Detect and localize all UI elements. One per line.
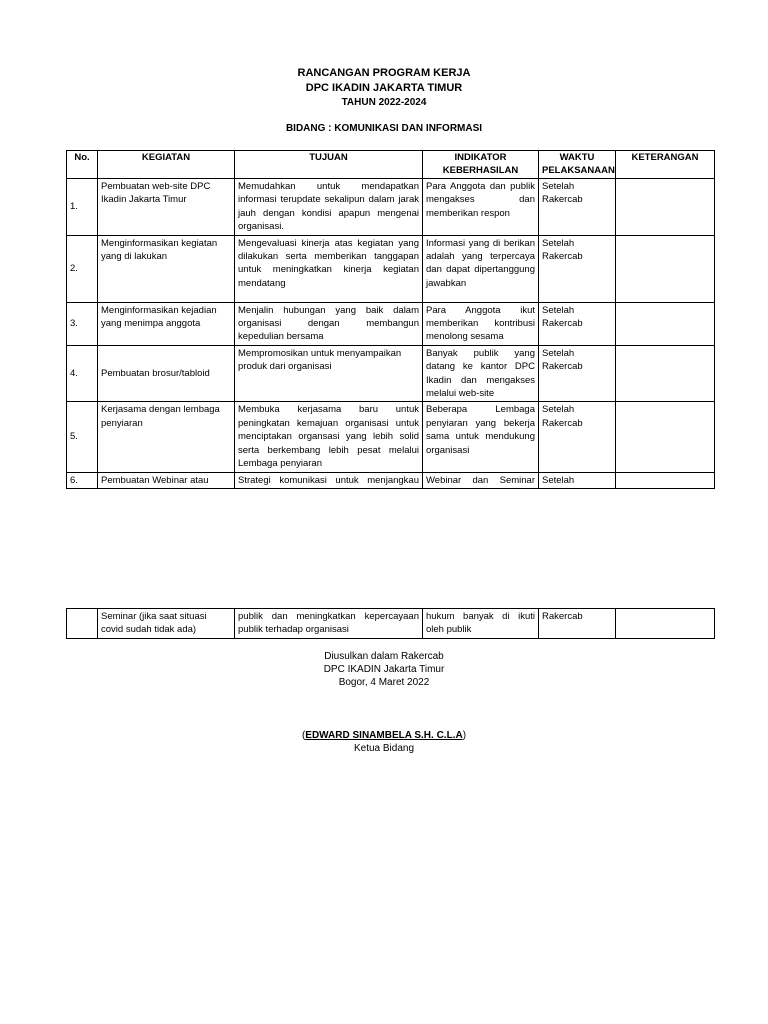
indikator-cell: Informasi yang di berikan adalah yang terpercaya dan dapat dipertanggung jawabkan (423, 235, 539, 302)
table-row (67, 235, 715, 302)
indikator-cell: Banyak publik yang datang ke kantor DPC Ikadin dan mengakses melalui web-site (423, 345, 539, 402)
tujuan-cell: Menjalin hubungan yang baik dalam organisasi dengan membangun kepedulian bersama (235, 302, 423, 345)
table-row (67, 179, 715, 236)
tujuan-cell: Membuka kerjasama baru untuk peningkatan kemajuan organisasi untuk menciptakan organsasi yang lebih solid serta berkembang lebih pesat melalui Lembaga penyiaran (235, 402, 423, 472)
kegiatan-cell: Pembuatan brosur/tabloid (98, 345, 235, 402)
waktu-cell: Setelah Rakercab (539, 345, 616, 402)
column-header-no: No. (67, 151, 98, 179)
indikator-cell: Webinar dan Seminar (423, 472, 539, 488)
waktu-cell: Rakercab (539, 609, 616, 639)
table-row (67, 345, 715, 402)
waktu-cell: Setelah Rakercab (539, 402, 616, 472)
organization-name: DPC IKADIN JAKARTA TIMUR (305, 82, 463, 94)
waktu-cell: Setelah (539, 472, 616, 488)
signature-block (0, 730, 768, 754)
row-number: 1. (67, 179, 98, 236)
indikator-cell: Para Anggota dan publik mengakses dan memberikan respon (423, 179, 539, 236)
tujuan-cell: Strategi komunikasi untuk menjangkau (235, 472, 423, 488)
table-row (67, 472, 715, 488)
tujuan-cell: Memudahkan untuk mendapatkan informasi terupdate sekalipun dalam jarak jauh dengan kondisi apapun mengenai organisasi. (235, 179, 423, 236)
waktu-cell: Setelah Rakercab (539, 179, 616, 236)
keterangan-cell (616, 345, 715, 402)
paren-close: ) (462, 730, 467, 741)
work-program-table-continued (66, 608, 715, 639)
table-header-row (67, 151, 715, 179)
row-number: 5. (67, 402, 98, 472)
keterangan-cell (616, 302, 715, 345)
kegiatan-cell: Menginformasikan kegiatan yang di lakukan (98, 235, 235, 302)
keterangan-cell (616, 472, 715, 488)
keterangan-cell (616, 609, 715, 639)
place-date: Bogor, 4 Maret 2022 (338, 677, 430, 689)
kegiatan-cell: Kerjasama dengan lembaga penyiaran (98, 402, 235, 472)
column-header-waktu: WAKTU PELAKSANAAN (539, 151, 616, 179)
signer-name-line (0, 730, 768, 741)
kegiatan-cell: Menginformasikan kejadian yang menimpa anggota (98, 302, 235, 345)
proposal-line-1: Diusulkan dalam Rakercab (324, 651, 444, 662)
table-row (67, 302, 715, 345)
signer-role: Ketua Bidang (353, 743, 415, 754)
indikator-cell: hukum banyak di ikuti oleh publik (423, 609, 539, 639)
row-number (67, 609, 98, 639)
paren-open: ( (301, 730, 306, 741)
waktu-cell: Setelah Rakercab (539, 302, 616, 345)
signer-name: EDWARD SINAMBELA S.H. C.L.A (305, 730, 463, 741)
keterangan-cell (616, 179, 715, 236)
keterangan-cell (616, 402, 715, 472)
column-header-keterangan: KETERANGAN (616, 151, 715, 179)
row-number: 6. (67, 472, 98, 488)
row-number: 2. (67, 235, 98, 302)
row-number: 4. (67, 345, 98, 402)
waktu-cell: Setelah Rakercab (539, 235, 616, 302)
bidang-heading: BIDANG : KOMUNIKASI DAN INFORMASI (285, 123, 483, 134)
column-header-indikator: INDIKATOR KEBERHASILAN (423, 151, 539, 179)
column-header-tujuan: TUJUAN (235, 151, 423, 179)
row-number: 3. (67, 302, 98, 345)
tujuan-cell: Mempromosikan untuk menyampaikan produk dari organisasi (235, 345, 423, 402)
period-year: TAHUN 2022-2024 (341, 97, 427, 108)
kegiatan-cell: Pembuatan web-site DPC Ikadin Jakarta Timur (98, 179, 235, 236)
table-row-continued (67, 609, 715, 639)
column-header-kegiatan: KEGIATAN (98, 151, 235, 179)
kegiatan-cell: Seminar (jika saat situasi covid sudah tidak ada) (98, 609, 235, 639)
work-program-table (66, 150, 715, 489)
proposal-line-2: DPC IKADIN Jakarta Timur (323, 664, 445, 676)
tujuan-cell: Mengevaluasi kinerja atas kegiatan yang dilakukan serta memberikan tanggapan untuk meningkatkan kinerja kegiatan mendatang (235, 235, 423, 302)
keterangan-cell (616, 235, 715, 302)
document-title: RANCANGAN PROGRAM KERJA (297, 67, 471, 79)
tujuan-cell: publik dan meningkatkan kepercayaan publik terhadap organisasi (235, 609, 423, 639)
indikator-cell: Para Anggota ikut memberikan kontribusi menolong sesama (423, 302, 539, 345)
kegiatan-cell: Pembuatan Webinar atau (98, 472, 235, 488)
indikator-cell: Beberapa Lembaga penyiaran yang bekerja sama untuk mendukung organisasi (423, 402, 539, 472)
proposal-note (0, 650, 768, 690)
table-row (67, 402, 715, 472)
